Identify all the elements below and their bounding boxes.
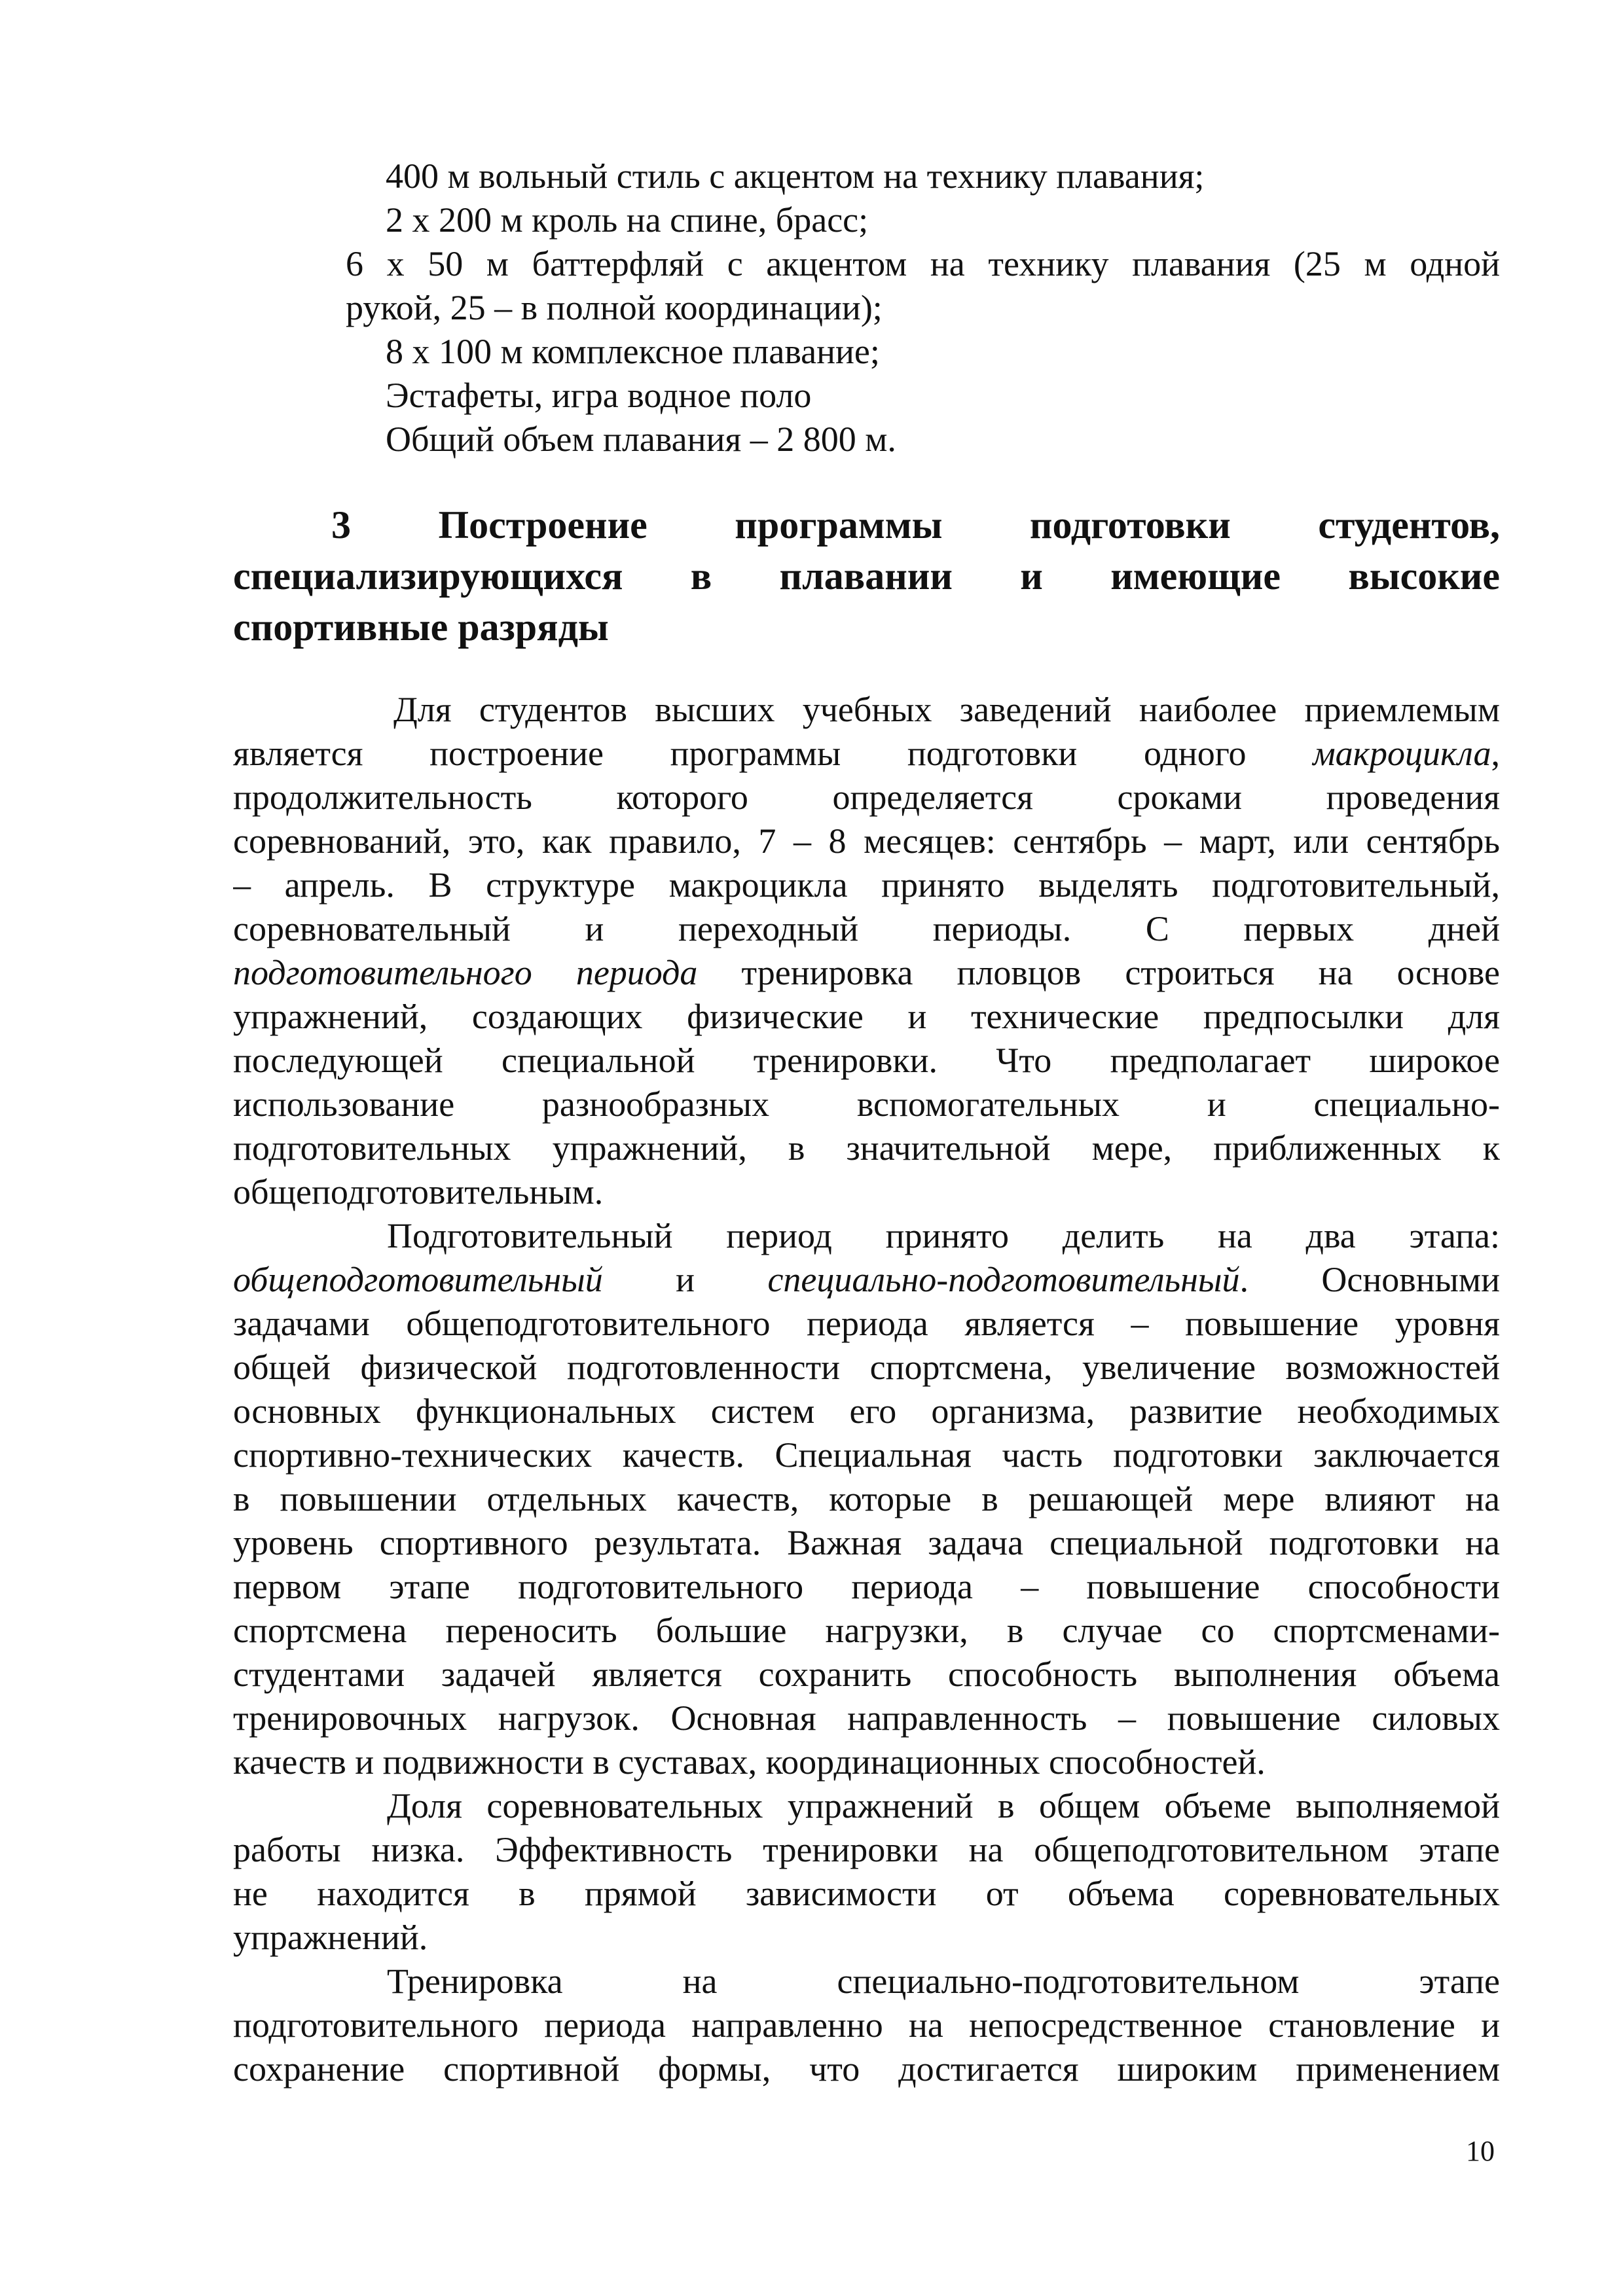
paragraph-line: Для студентов высших учебных заведений наиболее приемлемым — [393, 690, 1500, 729]
paragraph-line: подготовительных упражнений, в значительной мере, приближенных к — [233, 1128, 1500, 1168]
heading-line: 3 Построение программы подготовки студентов, — [331, 503, 1500, 547]
list-item: 2 х 200 м кроль на спине, брасс; — [386, 200, 869, 240]
paragraph-line: студентами задачей является сохранить способность выполнения объема — [233, 1655, 1500, 1694]
page-number: 10 — [1466, 2135, 1495, 2167]
paragraph-line: продолжительность которого определяется сроками проведения — [233, 778, 1500, 817]
paragraph-line: основных функциональных систем его организма, развитие необходимых — [233, 1391, 1500, 1431]
italic-term: специально-подготовительный — [767, 1260, 1240, 1299]
paragraph-line: соревновательный и переходный периоды. С первых дней — [233, 909, 1500, 948]
paragraph-line: общеподготовительным. — [233, 1172, 604, 1211]
paragraph-line: сохранение спортивной формы, что достигается широким применением — [233, 2049, 1500, 2089]
paragraph-line: уровень спортивного результата. Важная задача специальной подготовки на — [233, 1523, 1500, 1562]
list-item: 6 х 50 м баттерфляй с акцентом на технику плавания (25 м одной — [346, 244, 1500, 283]
paragraph-special-training — [233, 1960, 1500, 2091]
paragraph-line: общей физической подготовленности спортсмена, увеличение возможностей — [233, 1348, 1500, 1387]
paragraph-line: Подготовительный период принято делить на два этапа: — [387, 1216, 1500, 1255]
paragraph-line: использование разнообразных вспомогательных и специально- — [233, 1085, 1500, 1124]
list-item: Общий объем плавания – 2 800 м. — [386, 420, 896, 459]
section-heading — [233, 499, 1500, 653]
text-span: тренировка пловцов строиться на основе — [697, 953, 1500, 992]
paragraph-line — [233, 1258, 1500, 1302]
text-span: , — [1491, 734, 1500, 773]
italic-term: макроцикла — [1313, 734, 1491, 773]
paragraph-line: качеств и подвижности в суставах, координационных способностей. — [233, 1742, 1266, 1782]
paragraph-line: задачами общеподготовительного периода является – повышение уровня — [233, 1304, 1500, 1343]
paragraph-line: спортсмена переносить большие нагрузки, в случае со спортсменами- — [233, 1611, 1500, 1650]
paragraph-line: работы низка. Эффективность тренировки на общеподготовительном этапе — [233, 1830, 1500, 1869]
list-item: 8 х 100 м комплексное плавание; — [386, 332, 880, 371]
list-item: 400 м вольный стиль с акцентом на технику плавания; — [386, 156, 1205, 196]
heading-line: специализирующихся в плавании и имеющие высокие — [233, 554, 1500, 598]
paragraph-line: соревнований, это, как правило, 7 – 8 месяцев: сентябрь – март, или сентябрь — [233, 821, 1500, 861]
list-item: Эстафеты, игра водное поло — [386, 376, 812, 415]
paragraph-line: – апрель. В структуре макроцикла принято выделять подготовительный, — [233, 865, 1500, 905]
italic-term: общеподготовительный — [233, 1260, 603, 1299]
paragraph-line: упражнений, создающих физические и технические предпосылки для — [233, 997, 1500, 1036]
italic-term: подготовительного периода — [233, 953, 698, 992]
paragraph-line: последующей специальной тренировки. Что предполагает широкое — [233, 1041, 1500, 1080]
paragraph-line: упражнений. — [233, 1918, 428, 1957]
list-item: рукой, 25 – в полной координации); — [346, 288, 883, 327]
training-list — [233, 154, 1500, 461]
paragraph-line: тренировочных нагрузок. Основная направленность – повышение силовых — [233, 1698, 1500, 1738]
paragraph-line — [233, 732, 1500, 776]
paragraph-line: Доля соревновательных упражнений в общем объеме выполняемой — [387, 1786, 1500, 1825]
paragraph-macrocycle — [233, 688, 1500, 1214]
paragraph-line — [233, 951, 1500, 995]
heading-line: спортивные разряды — [233, 605, 609, 649]
paragraph-preparatory-period — [233, 1214, 1500, 1784]
paragraph-line: первом этапе подготовительного периода – повышение способности — [233, 1567, 1500, 1606]
text-span: . Основными — [1239, 1260, 1500, 1299]
paragraph-line: Тренировка на специально-подготовительном этапе — [387, 1962, 1500, 2001]
paragraph-line: не находится в прямой зависимости от объема соревновательных — [233, 1874, 1500, 1913]
paragraph-line: в повышении отдельных качеств, которые в решающей мере влияют на — [233, 1479, 1500, 1518]
text-span: является построение программы подготовки одного — [233, 734, 1313, 773]
paragraph-line: подготовительного периода направленно на непосредственное становление и — [233, 2005, 1500, 2045]
paragraph-competitive-share — [233, 1784, 1500, 1960]
paragraph-line: спортивно-технических качеств. Специальная часть подготовки заключается — [233, 1435, 1500, 1475]
text-span: и — [602, 1260, 768, 1299]
page-content — [233, 154, 1500, 2091]
